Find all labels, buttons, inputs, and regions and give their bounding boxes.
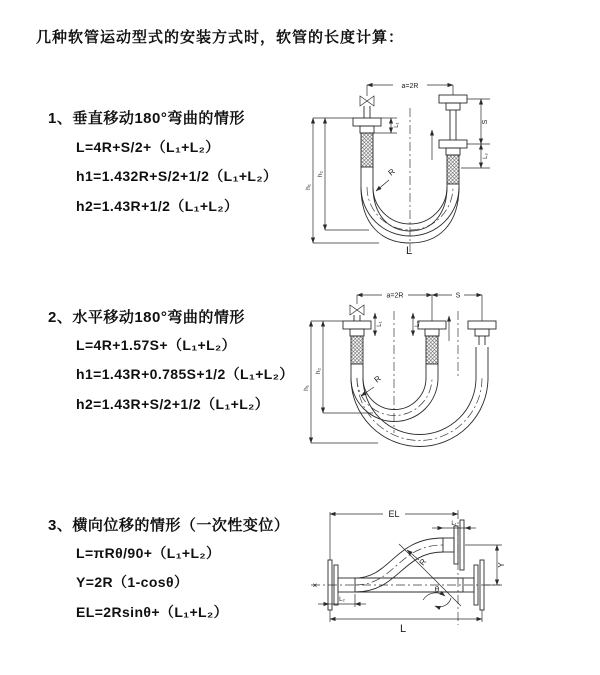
- diagram-horizontal-movement-180: [303, 283, 553, 458]
- section-2-formula-h1: h1=1.43R+0.785S+1/2（L₁+L₂）: [76, 366, 294, 382]
- d3-dim-l2: [318, 594, 366, 607]
- section-3-formula-L: L=πRθ/90+（L₁+L₂）: [76, 545, 221, 561]
- d1-dim-l1: [374, 118, 400, 133]
- d1-dim-a2R: [367, 83, 453, 90]
- d3-dim-l1: [432, 521, 476, 528]
- d3-radius-label: R: [417, 557, 429, 568]
- d1-right-pipe: [439, 85, 467, 184]
- section-3-formula-Y: Y=2R（1-cosθ）: [76, 574, 189, 590]
- d1-dim-s: [461, 99, 490, 168]
- d2-radius-label: R: [372, 373, 383, 385]
- d3-centerline-mark: ×: [312, 581, 318, 590]
- d3-dim-label-l: L: [399, 623, 407, 635]
- d2-radius-leader: [361, 374, 383, 396]
- d1-dim-label-s: S: [482, 119, 489, 125]
- d2-dim-label-a2R: a=2R: [386, 292, 404, 300]
- d2-dim-label-s: S: [455, 292, 461, 300]
- d1-length-label: L: [406, 245, 413, 257]
- d2-dim-s: [432, 290, 482, 300]
- section-1-heading: 1、垂直移动180°弯曲的情形: [48, 110, 245, 127]
- d2-hose-u-bend: [351, 347, 488, 447]
- diagram-lateral-displacement: [295, 500, 530, 655]
- d1-valve-icon: [360, 85, 374, 106]
- d2-valve-icon: [350, 305, 364, 321]
- section-2-heading: 2、水平移动180°弯曲的情形: [48, 309, 245, 326]
- page-title: 几种软管运动型式的安装方式时，软管的长度计算：: [36, 29, 405, 46]
- d3-dim-y: [465, 545, 506, 585]
- d2-dim-label-l1: L₁: [377, 321, 383, 327]
- d1-radius-label: R: [386, 166, 397, 178]
- d3-dim-label-l2: L₂: [339, 597, 345, 603]
- section-1-formula-h1: h1=1.432R+S/2+1/2（L₁+L₂）: [76, 168, 278, 184]
- d3-right-top-flange: [443, 520, 464, 570]
- d1-dim-label-h2: h₂: [317, 170, 324, 178]
- d2-dim-l1: [375, 313, 383, 336]
- section-3-heading: 3、横向位移的情形（一次性变位）: [48, 517, 290, 534]
- d2-dim-h1: [303, 321, 378, 443]
- d3-angle-label: θ: [434, 585, 440, 594]
- section-1-formula-h2: h2=1.43R+1/2（L₁+L₂）: [76, 198, 239, 214]
- d1-dim-label-a2R: a=2R: [401, 83, 419, 90]
- d1-dim-label-l1: L₁: [394, 122, 400, 128]
- d1-left-pipe: [353, 106, 381, 167]
- d3-hose-s-curve: [355, 538, 443, 592]
- d1-dim-label-l2: L₂: [483, 153, 489, 159]
- section-3-formula-EL: EL=2Rsinθ+（L₁+L₂）: [76, 604, 229, 620]
- d3-dim-label-el: EL: [388, 509, 400, 519]
- d2-middle-pipe: [418, 321, 446, 364]
- d1-dim-label-h1: h₁: [305, 184, 312, 190]
- d3-dim-label-l1: L₁: [451, 521, 457, 527]
- d2-right-pipe: [468, 321, 496, 345]
- d2-dim-label-h1: h₁: [303, 385, 310, 391]
- section-1-formula-L: L=4R+S/2+（L₁+L₂）: [76, 139, 220, 155]
- d2-dim-l2: [413, 313, 421, 336]
- diagram-vertical-movement-180: [305, 72, 540, 262]
- section-2-formula-h2: h2=1.43R+S/2+1/2（L₁+L₂）: [76, 396, 270, 412]
- d3-dim-l: [330, 610, 482, 635]
- d2-dim-label-h2: h₂: [315, 367, 322, 375]
- d1-radius-leader: [376, 167, 397, 191]
- section-2-formula-L: L=4R+1.57S+（L₁+L₂）: [76, 337, 237, 353]
- d2-left-pipe: [343, 321, 371, 364]
- d2-dim-label-l2: L₂: [415, 321, 421, 327]
- d3-dim-label-y: Y: [497, 562, 506, 568]
- d3-radius-leader: [407, 550, 428, 567]
